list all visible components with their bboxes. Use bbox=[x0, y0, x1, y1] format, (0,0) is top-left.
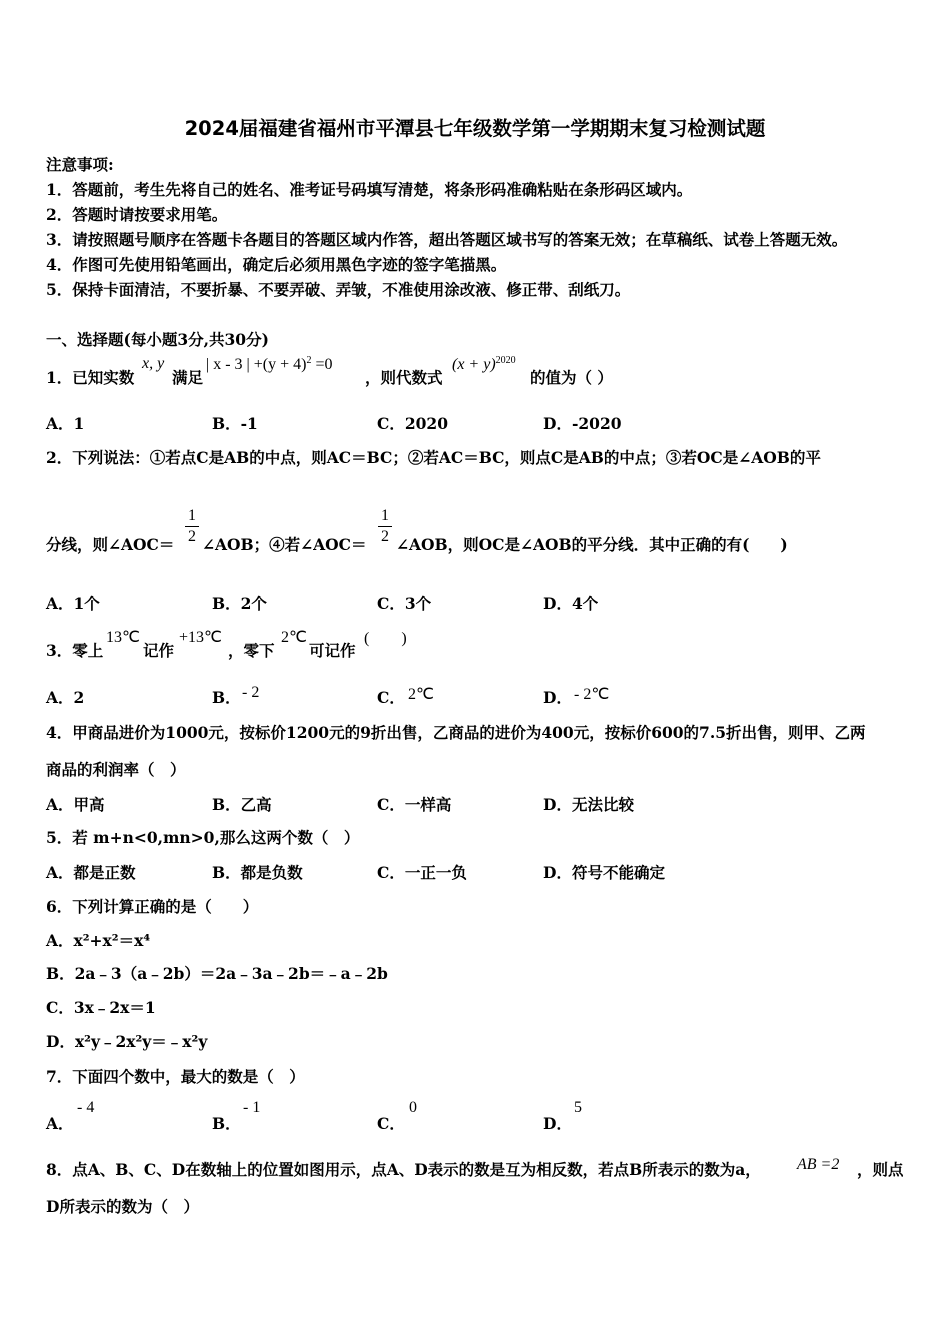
q6-option-d: D．x²y﹣2x²y＝﹣x²y bbox=[46, 1032, 208, 1051]
q7-option-b: B． bbox=[212, 1114, 241, 1133]
q7-option-b-math: - 1 bbox=[243, 1099, 261, 1116]
q3-text-3: ，零下 bbox=[228, 641, 275, 660]
q3-option-a: A．2 bbox=[46, 688, 85, 707]
q6-text: 6．下列计算正确的是（ ） bbox=[46, 897, 259, 916]
q8-line-1: 8．点A、B、C、D在数轴上的位置如图用示，点A、D表示的数是互为相反数，若点B所表示的数为a， bbox=[46, 1160, 761, 1179]
notice-item: 1．答题前，考生先将自己的姓名、准考证号码填写清楚，将条形码准确粘贴在条形码区域内。 bbox=[46, 180, 693, 199]
q5-option-a: A．都是正数 bbox=[46, 863, 136, 882]
q3-text-1: 3．零上 bbox=[46, 641, 104, 660]
notice-item: 4．作图可先使用铅笔画出，确定后必须用黑色字迹的签字笔描黑。 bbox=[46, 255, 507, 274]
q5-option-b: B．都是负数 bbox=[212, 863, 303, 882]
q5-option-d: D．符号不能确定 bbox=[543, 863, 665, 882]
q1-option-b: B．-1 bbox=[212, 414, 258, 433]
q1-text-2: 满足 bbox=[172, 368, 204, 387]
q1-math-xy: x, y bbox=[142, 355, 165, 372]
q3-math-plus13: 13℃ bbox=[106, 629, 140, 646]
q6-option-b: B．2a﹣3（a﹣2b）＝2a﹣3a﹣2b＝﹣a﹣2b bbox=[46, 964, 388, 983]
q2-line-2c: ∠AOB，则OC是∠AOB的平分线．其中正确的有( ) bbox=[396, 535, 788, 554]
q7-option-d-math: 5 bbox=[574, 1099, 582, 1116]
q2-fraction-half: 1 2 bbox=[378, 507, 392, 546]
q2-line-1: 2．下列说法：①若点C是AB的中点，则AC＝BC；②若AC＝BC，则点C是AB的中点；③若OC是∠AOB的平 bbox=[46, 448, 821, 467]
q8-line-1-tail: ，则点 bbox=[857, 1160, 904, 1179]
q1-math-expression: $(x + y)^{2020}$ bbox=[452, 355, 516, 373]
q7-option-a: A． bbox=[46, 1114, 74, 1133]
q3-option-b-math: - 2 bbox=[242, 684, 260, 701]
q2-fraction-half: 1 2 bbox=[185, 507, 199, 546]
q3-option-d-math: - 2℃ bbox=[574, 686, 610, 703]
q1-option-c: C．2020 bbox=[377, 414, 448, 433]
q2-line-2a: 分线，则∠AOC＝ bbox=[46, 535, 175, 554]
q2-option-b: B．2个 bbox=[212, 594, 267, 613]
q4-option-b: B．乙高 bbox=[212, 795, 272, 814]
notice-item: 2．答题时请按要求用笔。 bbox=[46, 205, 228, 224]
q3-option-c: C． bbox=[377, 688, 405, 707]
q3-text-2: 记作 bbox=[143, 641, 175, 660]
q4-option-d: D．无法比较 bbox=[543, 795, 634, 814]
q1-math-condition: | x - 3 | $+(y + 4)^2 =0$ bbox=[206, 355, 333, 373]
q5-text: 5．若 m+n<0,mn>0,那么这两个数（ ） bbox=[46, 828, 360, 847]
q2-option-c: C．3个 bbox=[377, 594, 432, 613]
q1-text-4: 的值为（ ） bbox=[530, 368, 613, 387]
notice-item: 5．保持卡面清洁，不要折暴、不要弄破、弄皱，不准使用涂改液、修正带、刮纸刀。 bbox=[46, 280, 631, 299]
q3-math-2c: 2℃ bbox=[281, 629, 307, 646]
q3-option-d: D． bbox=[543, 688, 572, 707]
q6-option-c: C．3x﹣2x＝1 bbox=[46, 998, 156, 1017]
q1-option-d: D．-2020 bbox=[543, 414, 622, 433]
q1-text-3: ，则代数式 bbox=[365, 368, 443, 387]
q3-math-plus13-signed: +13℃ bbox=[179, 629, 222, 646]
q8-math-ab: AB =2 bbox=[797, 1156, 840, 1173]
q7-text: 7．下面四个数中，最大的数是（ ） bbox=[46, 1067, 305, 1086]
q1-text-1: 1．已知实数 bbox=[46, 368, 135, 387]
q3-text-4: 可记作 bbox=[309, 641, 356, 660]
page-title: 2024届福建省福州市平潭县七年级数学第一学期期末复习检测试题 bbox=[184, 117, 766, 140]
q3-blank: ( ) bbox=[364, 630, 407, 647]
notice-item: 3．请按照题号顺序在答题卡各题目的答题区域内作答，超出答题区域书写的答案无效；在草稿纸、试卷上答题无效。 bbox=[46, 230, 848, 249]
q4-option-c: C．一样高 bbox=[377, 795, 452, 814]
q2-line-2b: ∠AOB；④若∠AOC＝ bbox=[202, 535, 367, 554]
q1-option-a: A．1 bbox=[46, 414, 85, 433]
q3-option-b: B． bbox=[212, 688, 241, 707]
q2-option-d: D．4个 bbox=[543, 594, 599, 613]
section-heading: 一、选择题(每小题3分,共30分) bbox=[46, 330, 269, 349]
q8-line-2: D所表示的数为（ ） bbox=[46, 1197, 199, 1216]
q7-option-c: C． bbox=[377, 1114, 405, 1133]
q2-option-a: A．1个 bbox=[46, 594, 100, 613]
q5-option-c: C．一正一负 bbox=[377, 863, 467, 882]
q7-option-d: D． bbox=[543, 1114, 572, 1133]
q7-option-a-math: - 4 bbox=[77, 1099, 95, 1116]
q6-option-a: A．x²+x²＝x⁴ bbox=[46, 931, 151, 950]
q4-option-a: A．甲高 bbox=[46, 795, 105, 814]
q3-option-c-math: 2℃ bbox=[408, 686, 434, 703]
notice-heading: 注意事项: bbox=[46, 155, 114, 174]
q4-line-1: 4．甲商品进价为1000元，按标价1200元的9折出售，乙商品的进价为400元，按标价600的7.5折出售，则甲、乙两 bbox=[46, 723, 866, 742]
q4-line-2: 商品的利润率（ ） bbox=[46, 760, 186, 779]
q7-option-c-math: 0 bbox=[409, 1099, 417, 1116]
